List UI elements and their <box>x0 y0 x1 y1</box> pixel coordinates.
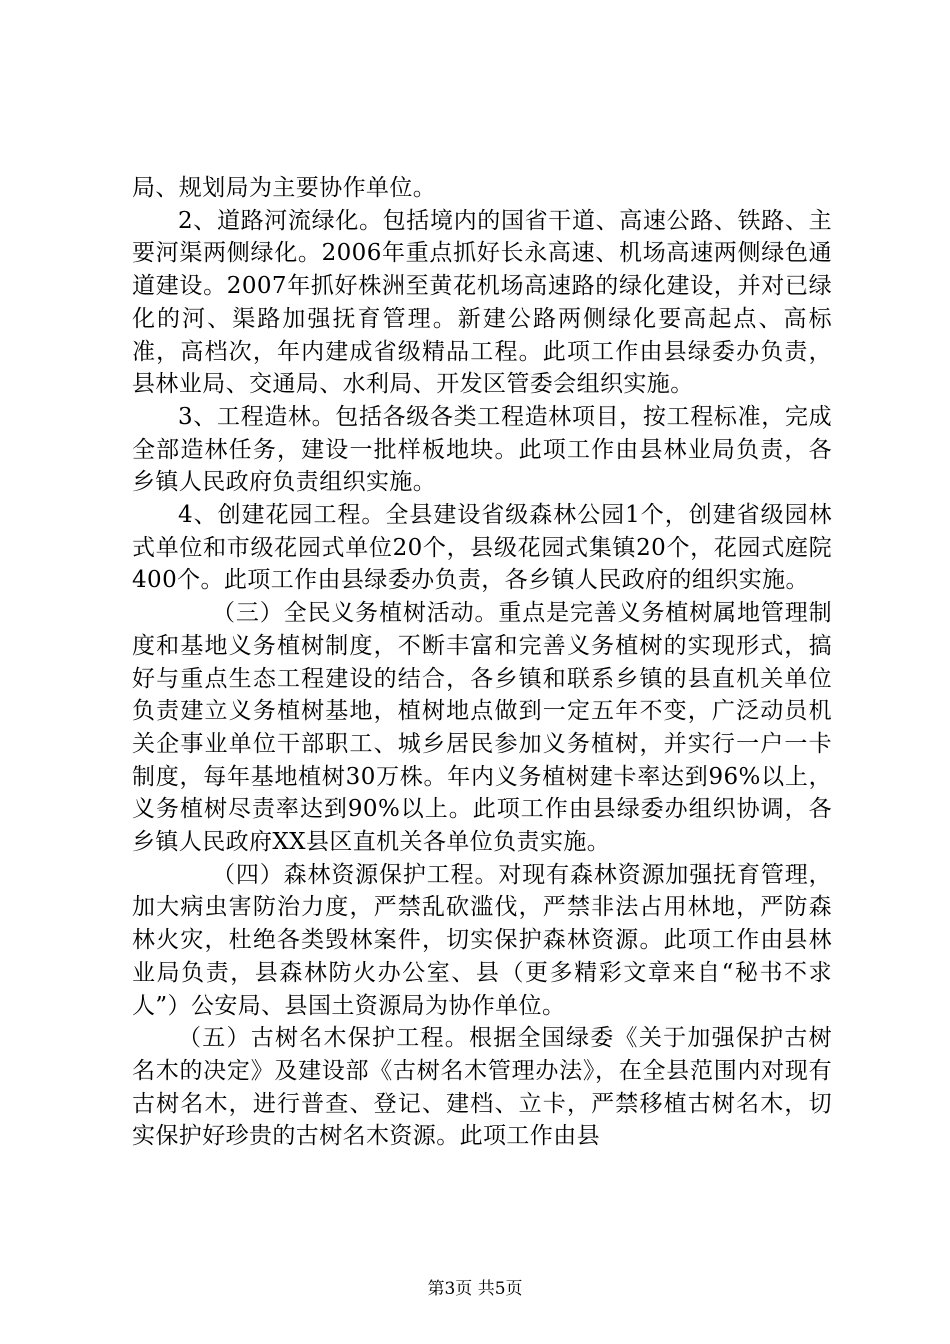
paragraph-continuation: 局、规划局为主要协作单位。 <box>132 175 437 201</box>
paragraph-garden-project: 4、创建花园工程。全县建设省级森林公园1个，创建省级园林式单位和市级花园式单位20个，县级花园式集镇20个，花园式庭院400个。此项工作由县绿委办负责，各乡镇人民政府的组织实施。 <box>132 502 832 594</box>
document-body <box>132 172 832 1153</box>
paragraph-voluntary-tree-planting: （三）全民义务植树活动。重点是完善义务植树属地管理制度和基地义务植树制度，不断丰富和完善义务植树的实现形式，搞好与重点生态工程建设的结合，各乡镇和联系乡镇的县直机关单位负责建立义务植树基地，植树地点做到一定五年不变，广泛动员机关企事业单位干部职工、城乡居民参加义务植树，并实行一户一卡制度，每年基地植树30万株。年内义务植树建卡率达到96%以上，义务植树尽责率达到90%以上。此项工作由县绿委办组织协调，各乡镇人民政府XX县区直机关各单位负责实施。 <box>132 600 832 856</box>
paragraph-engineering-afforestation: 3、工程造林。包括各级各类工程造林项目，按工程标准，完成全部造林任务，建设一批样板地块。此项工作由县林业局负责，各乡镇人民政府负责组织实施。 <box>132 403 832 496</box>
paragraph-forest-protection: （四）森林资源保护工程。对现有森林资源加强抚育管理，加大病虫害防治力度，严禁乱砍滥伐，严禁非法占用林地，严防森林火灾，杜绝各类毁林案件，切实保护森林资源。此项工作由县林业局负责，县森林防火办公室、县（更多精彩文章来自“秘书不求人”）公安局、县国土资源局为协作单位。 <box>132 861 832 1019</box>
page-number-footer: 第3页 共5页 <box>427 1279 523 1299</box>
paragraph-ancient-tree-protection: （五）古树名木保护工程。根据全国绿委《关于加强保护古树名木的决定》及建设部《古树名木管理办法》，在全县范围内对现有古树名木，进行普查、登记、建档、立卡，严禁移植古树名木，切实保护好珍贵的古树名木资源。此项工作由县 <box>132 1025 832 1150</box>
paragraph-road-river-greening: 2、道路河流绿化。包括境内的国省干道、高速公路、铁路、主要河渠两侧绿化。2006年重点抓好长永高速、机场高速两侧绿色通道建设。2007年抓好株洲至黄花机场高速路的绿化建设，并对已绿化的河、渠路加强抚育管理。新建公路两侧绿化要高起点、高标准，高档次，年内建成省级精品工程。此项工作由县绿委办负责，县林业局、交通局、水利局、开发区管委会组织实施。 <box>132 207 832 398</box>
